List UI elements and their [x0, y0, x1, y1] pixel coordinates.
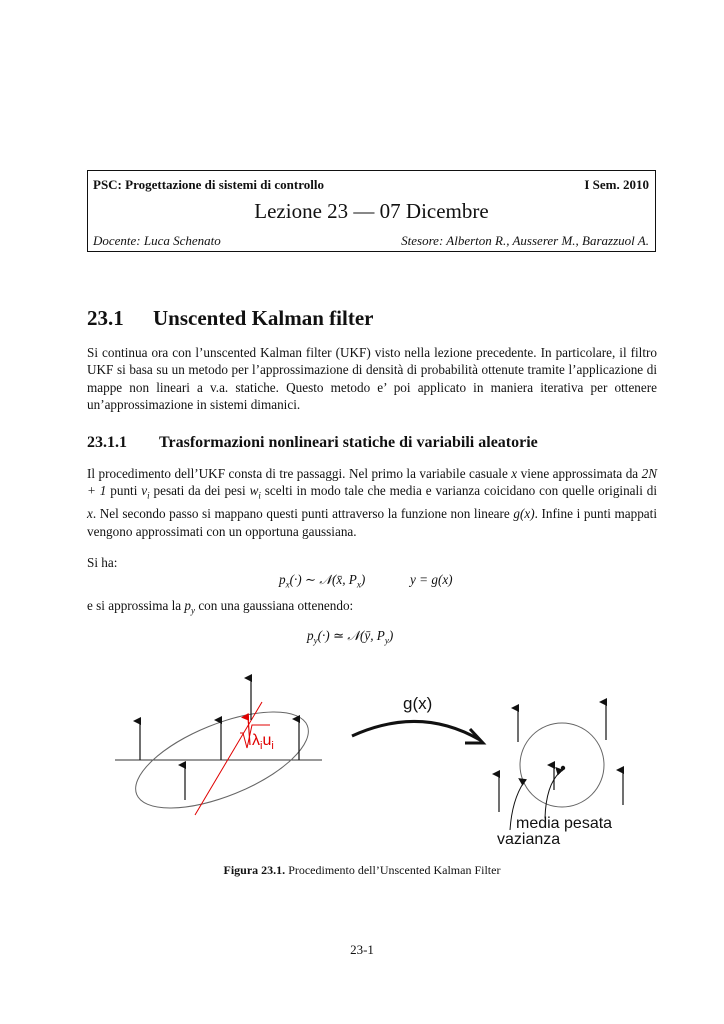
- math-w: w: [249, 483, 259, 499]
- equation-py: [307, 628, 393, 646]
- lambda-label: $\lambda_iu_i$: [252, 732, 274, 752]
- text-run: . Nel secondo passo si mappano questi punti attraverso la funzione non lineare: [92, 506, 514, 522]
- mean-label: media pesata: [516, 815, 613, 832]
- ukf-figure: [80, 665, 680, 865]
- text-run: viene approssimata da: [517, 466, 642, 481]
- eq-sub: x: [285, 579, 290, 590]
- lecture-header-box: [87, 170, 656, 252]
- math-p: p: [184, 598, 192, 613]
- eq-sub: y: [384, 635, 389, 646]
- eq-symbol: p: [279, 572, 286, 587]
- writers: Stesore: Alberton R., Ausserer M., Barazzuol A.: [401, 233, 649, 248]
- math-x: x: [511, 466, 518, 481]
- section-heading: [87, 306, 373, 331]
- equation-y: y = g(x): [410, 572, 453, 587]
- math-sub: y: [191, 605, 196, 616]
- course-name: PSC: Progettazione di sistemi di controllo: [93, 177, 324, 192]
- caption-text: Procedimento dell’Unscented Kalman Filter: [285, 863, 501, 877]
- approx-line: [87, 598, 353, 616]
- subsection-number: 23.1.1: [87, 434, 127, 451]
- math-gx: g(x): [513, 506, 535, 522]
- text-run: scelti in modo tale che media e varianza coicidano con quelle originali di: [260, 483, 657, 499]
- figure-caption: [0, 863, 724, 878]
- text-run: Il procedimento dell’UKF consta di tre passaggi. Nel primo la variabile casuale: [87, 466, 512, 481]
- text-run: . Infine i punti mappati vengono approssimati con un opportuna gaussiana.: [87, 506, 657, 539]
- mapping-arrow: [352, 721, 480, 740]
- subsection-heading: [87, 434, 538, 452]
- text-run: punti: [106, 483, 142, 499]
- approx-gaussian-circle: [520, 723, 604, 807]
- procedure-paragraph: Il procedimento dell’UKF consta di tre passaggi. Nel primo la variabile casuale x viene approssimata da 2N + 1 punti $v_i$ pesati da dei pesi $w_i$ scelti in modo tale che media e varianza coicidano con quelle originali di x. Nel secondo passo si mappano questi punti attraverso la funzione non lineare g(x). Infine i punti mappati vengono approssimati con un opportuna gaussiana.: [87, 466, 658, 539]
- caption-label: Figura 23.1.: [223, 863, 286, 877]
- math-v: v: [141, 483, 148, 499]
- eq-close: ): [388, 628, 394, 643]
- lecture-title: Lezione 23 — 07 Dicembre: [254, 199, 489, 223]
- ukf-diagram: [80, 665, 680, 865]
- gx-label: g(x): [403, 694, 433, 713]
- text-run: pesati da dei pesi: [149, 483, 250, 499]
- section-title: Unscented Kalman filter: [153, 306, 374, 330]
- principal-axis-line: [195, 702, 262, 815]
- si-ha-line: Si ha:: [87, 555, 118, 570]
- variance-label: vazianza: [497, 831, 561, 848]
- eq-symbol: p: [307, 628, 314, 643]
- text-run: con una gaussiana ottenendo:: [195, 598, 354, 613]
- page-number: 23-1: [350, 942, 374, 957]
- eq-sub: x: [356, 579, 361, 590]
- semester: I Sem. 2010: [584, 177, 649, 192]
- teacher: Docente: Luca Schenato: [93, 233, 221, 248]
- subsection-title: Trasformazioni nonlineari statiche di variabili aleatorie: [159, 434, 538, 451]
- eq-close: ): [360, 572, 366, 587]
- math-x: x: [87, 506, 93, 522]
- weighted-mean-dot: [561, 766, 565, 770]
- eq-body: (·) ∼ 𝒩(x̄, P: [289, 572, 357, 587]
- equation-px: [279, 572, 365, 590]
- mean-pointer-arrow: [545, 772, 560, 818]
- section-number: 23.1: [87, 306, 124, 330]
- math-2n1: 2N + 1: [87, 466, 658, 499]
- eq-body: (·) ≃ 𝒩(ȳ, P: [317, 628, 385, 643]
- eq-sub: y: [313, 635, 318, 646]
- text-run: e si approssima la: [87, 598, 185, 613]
- intro-paragraph: Si continua ora con l’unscented Kalman filter (UKF) visto nella lezione precedente. In particolare, il filtro UKF si basa su un metodo per l’approssimazione di densità di probabilità ottenute tramite l’applicazione di mappe non lineari a v.a. statiche. Questo metodo e’ poi applicato in maniera iterativa per ottenere un’approssimazione in sistemi dimanici.: [87, 345, 657, 413]
